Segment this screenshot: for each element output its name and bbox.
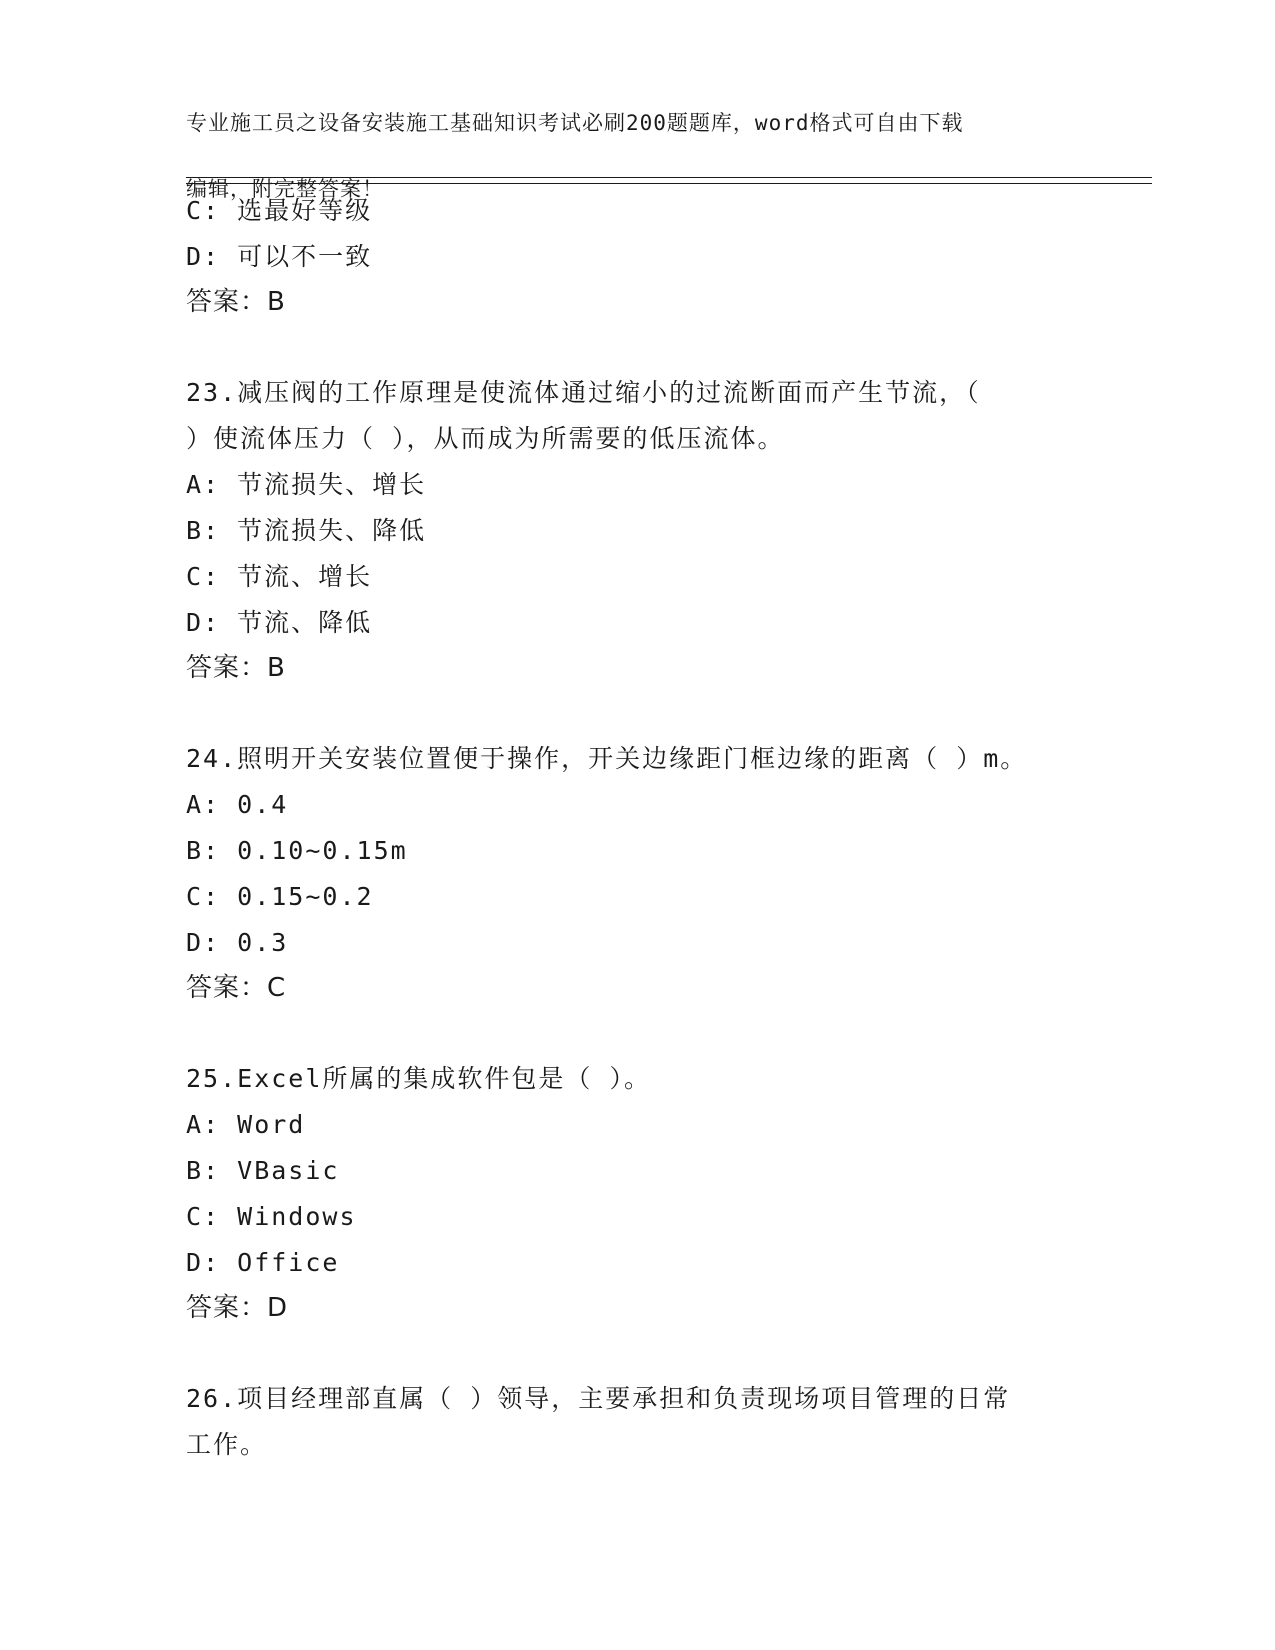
spacer	[186, 324, 1086, 370]
question-continued	[186, 188, 1086, 324]
option-d: D: 可以不一致	[186, 242, 373, 271]
spacer	[186, 1330, 1086, 1376]
question-text-line: 工作。	[186, 1430, 268, 1459]
question-list	[186, 188, 1086, 1468]
question-24	[186, 736, 1086, 1010]
answer-line: 答案：C	[186, 973, 287, 1003]
option-b: B: 0.10~0.15m	[186, 836, 408, 865]
question-26	[186, 1376, 1086, 1468]
header-rule-top	[186, 177, 1152, 178]
option-a: A: 0.4	[186, 790, 289, 819]
question-23	[186, 370, 1086, 690]
header-title-line-1: 专业施工员之设备安装施工基础知识考试必刷200题题库，word格式可自由下载	[186, 111, 964, 135]
option-d: D: 节流、降低	[186, 608, 373, 637]
question-text	[186, 1056, 1046, 1102]
option-a: A: Word	[186, 1110, 306, 1139]
answer-line: 答案：D	[186, 1293, 289, 1323]
question-text	[186, 370, 1046, 462]
option-d: D: 0.3	[186, 928, 289, 957]
question-text-line: 26.项目经理部直属（ ）领导，主要承担和负责现场项目管理的日常	[186, 1384, 1011, 1413]
answer-line: 答案：B	[186, 287, 286, 317]
question-text-line: 23.减压阀的工作原理是使流体通过缩小的过流断面而产生节流，（	[186, 378, 981, 407]
option-a: A: 节流损失、增长	[186, 470, 427, 499]
option-b: B: 节流损失、降低	[186, 516, 427, 545]
option-b: B: VBasic	[186, 1156, 340, 1185]
question-text	[186, 736, 1046, 782]
option-c: C: 节流、增长	[186, 562, 373, 591]
spacer	[186, 1010, 1086, 1056]
option-c: C: Windows	[186, 1202, 357, 1231]
option-c: C: 选最好等级	[186, 196, 373, 225]
header-rule-bottom	[186, 183, 1152, 184]
question-text	[186, 1376, 1046, 1468]
question-text-line: 25.Excel所属的集成软件包是（ ）。	[186, 1064, 651, 1093]
answer-line: 答案：B	[186, 653, 286, 683]
question-text-line: 24.照明开关安装位置便于操作，开关边缘距门框边缘的距离（ ）m。	[186, 744, 1028, 773]
option-d: D: Office	[186, 1248, 340, 1277]
option-c: C: 0.15~0.2	[186, 882, 374, 911]
question-25	[186, 1056, 1086, 1330]
question-text-line: ）使流体压力（ ），从而成为所需要的低压流体。	[186, 424, 785, 453]
spacer	[186, 690, 1086, 736]
header-title-line-2: 编辑，附完整答案！	[186, 177, 384, 201]
